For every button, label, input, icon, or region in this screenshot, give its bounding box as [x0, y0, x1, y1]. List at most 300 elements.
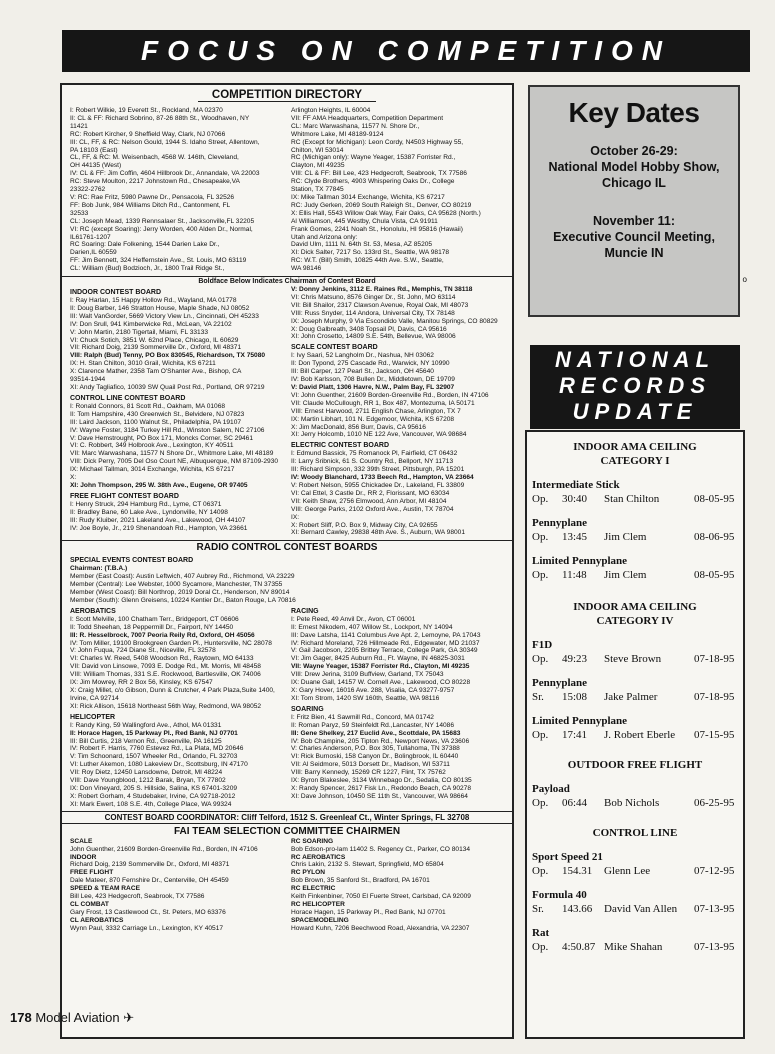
fai-category: SPEED & TEAM RACE [70, 885, 140, 893]
directory-entry: Clayton, MI 49235 [291, 162, 345, 170]
record-row [532, 530, 743, 544]
directory-entry: V: Donny Jenkins, 3112 E. Raines Rd., Memphis, TN 38118 [291, 286, 473, 294]
directory-entry: IX: H. Stan Chilton, 3010 Grail, Wichita, KS 67211 [70, 360, 216, 368]
record-date: 08-05-95 [694, 493, 735, 505]
directory-entry: VII: Keith Shaw, 2756 Elmwood, Ann Arbor, MI 48104 [291, 497, 447, 505]
directory-entry: II: Ernest Nikodem, 407 Willow St., Lockport, NY 14094 [291, 623, 453, 631]
electric-board-list [291, 450, 504, 537]
soaring-list [291, 714, 504, 801]
directory-entry: V: Dave Hemstrought, PO Box 171, Moncks Corner, SC 29461 [70, 434, 254, 442]
directory-entry: XI: Rick Allison, 15618 Northeast 56th Way, Redmond, WA 98052 [70, 702, 262, 710]
directory-entry: VIII: Dave Youngblood, 1212 Barak, Bryan, TX 77802 [70, 777, 226, 785]
directory-entry: RC Soaring: Dale Folkening, 1544 Darien Lake Dr., [70, 241, 220, 249]
banner-line: UPDATE [572, 399, 698, 424]
directory-entry: X: Jim MacDonald, 856 Burr, Davis, CA 95616 [291, 423, 426, 431]
directory-entry: I: Ronald Connors, 81 Scott Rd., Oakham, MA 01068 [70, 402, 226, 410]
record-holder: Glenn Lee [604, 865, 651, 877]
record-date: 07-12-95 [694, 865, 735, 877]
fai-chairman: Horace Hagen, 15 Parkway Pl., Red Bank, NJ 07701 [291, 908, 446, 916]
fai-category: RC ELECTRIC [291, 885, 336, 893]
directory-entry: Al Williamson, 445 Westby, Chula Vista, CA 91911 [291, 217, 438, 225]
directory-entry: XI: Tom Strom, 1420 SW 160th, Seattle, WA 98116 [291, 694, 440, 702]
record-entry [527, 638, 743, 666]
directory-entry: 32533 [70, 209, 89, 217]
directory-entry: VI: RC (except Soaring): Jerry Worden, 400 Alden Dr., Normal, [70, 225, 253, 233]
fai-chairman: Richard Doig, 2139 Sommerville Dr., Oxford, MI 48371 [70, 861, 230, 869]
directory-entry: VII: Marc Warwashana, 11577 N Shore Dr., Whitmore Lake, MI 48189 [70, 450, 274, 458]
directory-entry: X: Ellis Hall, 5543 Willow Oak Way, Fair Oaks, CA 95628 (North.) [291, 209, 481, 217]
directory-entry: IX: Joseph Murphy, 9 Via Escondido Valle, Manitou Springs, CO 80829 [291, 317, 498, 325]
fai-category: INDOOR [70, 853, 97, 861]
directory-mid-left [66, 286, 287, 537]
key-dates-title: Key Dates [568, 97, 700, 128]
record-date: 07-18-95 [694, 653, 735, 665]
directory-entry: II: Tom Hampshire, 430 Greenwich St., Belvidere, NJ 07823 [70, 410, 245, 418]
record-date: 07-15-95 [694, 729, 735, 741]
directory-entry: RC (Michigan only): Wayne Yeager, 15387 Forrister Rd., [291, 154, 456, 162]
directory-entry: VIII: Dick Perry, 7005 Del Oso Court NE, Albuquerque, NM 87109-2930 [70, 458, 279, 466]
directory-entry: X: Robert Sliff, P.O. Box 9, Midway City, CA 92655 [291, 521, 438, 529]
directory-entry: VI: Chuck Sotich, 3851 W. 62nd Place, Chicago, IL 60629 [70, 336, 239, 344]
directory-entry: VI: John Guenther, 21609 Borden-Greenville Rd., Borden, IN 47106 [291, 391, 489, 399]
directory-entry: VII: FF AMA Headquarters, Competition Department [291, 114, 444, 122]
directory-entry: XI: Dave Johnson, 10450 SE 11th St., Vancouver, WA 98664 [291, 792, 468, 800]
directory-entry: III: CL, FF, & RC: Nelson Gould, 1944 S. Idaho Street, Allentown, [70, 138, 260, 146]
directory-entry: XI: Dick Salter, 7217 So. 133rd St., Seattle, WA 98178 [291, 249, 450, 257]
record-entry [527, 554, 743, 582]
fai-chairman: Dale Mateer, 870 Fernshire Dr., Centerville, OH 45459 [70, 877, 229, 885]
directory-entry: V: John Fuqua, 724 Diane St., Niceville, FL 32578 [70, 647, 216, 655]
directory-entry: X: Randy Spencer, 2617 Fisk Ln., Redondo Beach, CA 90278 [291, 784, 471, 792]
directory-entry: II: Horace Hagen, 15 Parkway Pl., Red Bank, NJ 07701 [70, 729, 238, 737]
event-date: November 11: [593, 214, 675, 228]
record-entry [527, 782, 743, 810]
directory-entry: I: Edmund Bassick, 75 Romanock Pl, Fairfield, CT 06432 [291, 450, 458, 458]
record-date: 07-18-95 [694, 691, 735, 703]
record-row [532, 652, 743, 666]
directory-mid-right [287, 286, 508, 537]
fai-chairman: Howard Kuhn, 7206 Beechwood Road, Alexandria, VA 22307 [291, 924, 470, 932]
divider [60, 540, 514, 541]
directory-entry: XI: Bernard Cawley, 29838 48th Ave. S., Auburn, WA 98001 [291, 529, 465, 537]
directory-entry: VII: David von Linsowe, 7093 E. Dodge Rd., Mt. Morris, MI 48458 [70, 663, 261, 671]
fai-chairman: John Guenther, 21609 Borden-Greenville Rd., Borden, IN 47106 [70, 845, 258, 853]
record-class: Op. [532, 941, 549, 953]
record-class: Op. [532, 569, 549, 581]
directory-entry: VIII: Drew Jerina, 3109 Buffview, Garland, TX 75043 [291, 671, 444, 679]
directory-top-left [66, 107, 287, 273]
soaring-title: SOARING [291, 705, 324, 713]
directory-entry: II: Don Typond, 275 Cascade Rd., Warwick, NY 10990 [291, 360, 450, 368]
directory-entry: X: [70, 474, 77, 482]
directory-entry: IV: Woody Blanchard, 1733 Beech Rd., Hampton, VA 23664 [291, 474, 474, 482]
directory-entry: II: Todd Sheehan, 18 Peppermill Dr., Fairport, NY 14450 [70, 623, 234, 631]
racing-title: RACING [291, 607, 319, 615]
aerobatics-list [70, 616, 283, 711]
record-entry [527, 926, 743, 954]
banner-line: NATIONAL [554, 347, 716, 372]
directory-entry: IX: Byron Blakeslee, 3134 Winnebago Dr., Sedalia, CO 80135 [291, 777, 472, 785]
fai-chairman: Wynn Paul, 3332 Carriage Ln., Lexington, KY 40517 [70, 924, 224, 932]
record-entry [527, 888, 743, 916]
event-location: Muncie IN [604, 246, 664, 260]
record-category: Formula 40 [532, 889, 587, 901]
record-category: F1D [532, 639, 553, 651]
record-category: Payload [532, 783, 570, 795]
directory-entry: XI: Mark Ewert, 108 S.E. 4th, College Place, WA 99324 [70, 800, 232, 808]
directory-entry: IV: Bob Champine, 205 Tipton Rd., Newport News, VA 23606 [291, 737, 470, 745]
page-footer [10, 1010, 134, 1026]
directory-entry: XI: Andy Tagliafico, 10039 SW Quail Post Rd., Portland, OR 97219 [70, 384, 265, 391]
record-holder: David Van Allen [604, 903, 678, 915]
page-number: 178 [10, 1010, 32, 1025]
circle-icon: o [742, 275, 747, 284]
records-section-subtitle: CATEGORY IV [596, 615, 674, 627]
record-entry [527, 676, 743, 704]
directory-entry: X: Gary Hover, 16016 Ave. 288, Visalia, CA 93277-9757 [291, 687, 455, 694]
directory-entry: Member (West Coast): Bill Northrop, 2019 Doral Ct., Henderson, NV 89014 [70, 589, 290, 597]
competition-directory [60, 83, 514, 1039]
directory-entry: FF: Bob Junk, 984 Williams Ditch Rd., Cantonment, FL [70, 201, 231, 209]
record-class: Sr. [532, 903, 544, 915]
scale-board-title: SCALE CONTEST BOARD [291, 344, 378, 352]
directory-entry: CL: Marc Warwashana, 11577 N. Shore Dr., [291, 122, 420, 130]
directory-entry: I: Scott Melville, 100 Chatham Terr., Bridgeport, CT 06606 [70, 615, 239, 623]
rc-boards-title: RADIO CONTROL CONTEST BOARDS [196, 542, 378, 554]
directory-entry: Utah and Arizona only: [291, 233, 358, 241]
directory-entry: II: CL & FF: Richard Sobrino, 87-26 88th St., Woodhaven, NY [70, 114, 250, 122]
event-date: October 26-29: [590, 144, 678, 158]
directory-entry: X: Clarence Mather, 2358 Tam O'Shanter Ave., Bishop, CA [70, 368, 242, 376]
directory-entry: RC: Robert Kircher, 9 Sheffield Way, Clark, NJ 07066 [70, 130, 226, 138]
directory-entry: IX: [291, 513, 300, 521]
directory-entry: Arlington Heights, IL 60004 [291, 107, 371, 114]
directory-entry: VII: Al Seidmore, 5013 Dorsett Dr., Madison, WI 53711 [291, 761, 450, 769]
directory-entry: RC: Clyde Brothers, 4903 Whispering Oaks Dr., College [291, 178, 455, 186]
rc-right [287, 605, 508, 809]
record-holder: J. Robert Eberle [604, 729, 676, 741]
directory-entry: Member (Central): Lee Webster, 1000 Sycamore, Manchester, TN 37355 [70, 581, 283, 589]
directory-entry: 93514-1944 [70, 376, 106, 384]
control-line-board-list [70, 403, 283, 490]
directory-entry: III: Rudy Kluiber, 2021 Lakeland Ave., Lakewood, OH 44107 [70, 516, 246, 524]
directory-entry: III: Gene Shelkey, 217 Euclid Ave., Scottdale, PA 15683 [291, 729, 461, 737]
directory-entry: IX: Martin Libhart, 101 N. Edgemoor, Wichita, KS 67208 [291, 415, 455, 423]
directory-entry: I: Henry Struck, 294 Hamburg Rd., Lyme, CT 06371 [70, 500, 222, 508]
directory-entry: WA 98146 [291, 265, 322, 273]
banner-line: RECORDS [558, 373, 711, 398]
record-holder: Mike Shahan [604, 941, 663, 953]
fai-category: RC SOARING [291, 837, 334, 845]
record-time: 154.31 [562, 865, 593, 877]
directory-entry: IV: CL & FF: Jim Coffin, 4604 Hillbrook Dr., Annandale, VA 22003 [70, 170, 260, 178]
directory-entry: III: R. Hesselbrock, 7007 Peoria Reily Rd, Oxford, OH 45056 [70, 631, 255, 639]
fai-chairman: Bob Brown, 35 Sanford St., Bradford, PA 16701 [291, 877, 430, 885]
record-time: 30:40 [562, 493, 588, 505]
directory-entry: VI: Chris Matsuno, 8576 Ginger Dr., St. John, MO 63114 [291, 293, 456, 301]
directory-entry: VI: Jim Gager, 8425 Auburn Rd., Ft. Wayne, IN 46825-3031 [291, 655, 465, 663]
record-row [532, 796, 743, 810]
directory-entry: IV: Richard Moreland, 726 Hillmeade Rd., Edgewater, MD 21037 [291, 639, 480, 647]
directory-entry: David Ulm, 1111 N. 64th St. 53, Mesa, AZ 85205 [291, 241, 433, 249]
directory-entry: I: Ivy Saari, 52 Langholm Dr., Nashua, NH 03062 [291, 352, 434, 360]
fai-chairman: Bob Edson-pro-lam 11402 S. Regency Ct., Parker, CO 80134 [291, 845, 471, 853]
record-class: Op. [532, 797, 549, 809]
directory-entry: IV: Tom Miller, 19100 Brookgreen Garden Pl., Huntersville, NC 28078 [70, 639, 272, 647]
directory-entry: VIII: Ralph (Bud) Tenny, PO Box 830545, Richardson, TX 75080 [70, 352, 266, 360]
free-flight-board-title: FREE FLIGHT CONTEST BOARD [70, 492, 179, 500]
fai-chairman: Chris Lakin, 2132 S. Stewart, Springfield, MO 65804 [291, 861, 444, 869]
fai-category: RC HELICOPTER [291, 900, 345, 908]
racing-list [291, 616, 504, 703]
rc-left [66, 605, 287, 809]
directory-entry: III: Laird Jackson, 1100 Walnut St., Philadelphia, PA 19107 [70, 418, 242, 426]
record-class: Op. [532, 493, 549, 505]
record-holder: Jim Clem [604, 531, 647, 543]
directory-entry: VII: Roy Dietz, 12450 Lansdowne, Detroit, MI 48224 [70, 769, 223, 777]
directory-entry: VI: Rick Burnoski, 158 Canyon Dr., Bolingbrook, IL 60440 [291, 753, 459, 761]
record-entry [527, 478, 743, 506]
record-category: Rat [532, 927, 550, 939]
page-banner: FOCUS ON COMPETITION [62, 30, 750, 72]
record-entry [527, 714, 743, 742]
directory-entry: V: Tim Schoonard, 1507 Wheeler Rd., Orlando, FL 32703 [70, 753, 238, 761]
directory-entry: IV: Robert F. Harris, 7760 Estevez Rd., La Plata, MD 20646 [70, 745, 244, 753]
directory-entry: 11421 [70, 122, 88, 130]
directory-entry: XI: John Thompson, 295 W. 38th Ave., Eugene, OR 97405 [70, 481, 248, 489]
record-time: 15:08 [562, 691, 588, 703]
directory-entry: X: Craig Millet, c/o Gibson, Dunn & Crutcher, 4 Park Plaza,Suite 1400, [70, 687, 275, 694]
directory-entry: Frank Gomes, 2241 Noah St., Honolulu, HI 95816 (Hawaii) [291, 225, 463, 233]
national-records-banner [530, 345, 740, 429]
record-time: 11:48 [562, 569, 587, 581]
record-category: Pennyplane [532, 677, 588, 689]
directory-entry: III: Dave Latsha, 1141 Columbus Ave Apt. 2, Lemoyne, PA 17043 [291, 631, 481, 639]
directory-entry: I: Pete Reed, 49 Anvil Dr., Avon, CT 06001 [291, 615, 416, 623]
directory-entry: FF: Jim Bennett, 324 Heffernstein Ave., St. Louis, MO 63119 [70, 257, 247, 265]
record-holder: Jake Palmer [604, 691, 658, 703]
indoor-board-list [70, 297, 283, 392]
directory-entry: II: Doug Barber, 146 Stratton House, Maple Shade, NJ 08052 [70, 304, 250, 312]
record-category: Intermediate Stick [532, 479, 620, 491]
directory-entry: III: Bill Carper, 127 Pearl St., Jackson, OH 45640 [291, 368, 434, 376]
record-date: 07-13-95 [694, 903, 735, 915]
magazine-name: Model Aviation [35, 1010, 120, 1025]
fai-category: CL COMBAT [70, 900, 109, 908]
event-name: Executive Council Meeting, [553, 230, 715, 244]
directory-entry: I: Robert Wilkie, 19 Everett St., Rockland, MA 02370 [70, 107, 223, 114]
directory-entry: IX: Don Vineyard, 205 S. Hillside, Salina, KS 67401-3209 [70, 784, 238, 792]
record-class: Op. [532, 653, 549, 665]
directory-entry: V: David Platt, 1306 Havre, N.W., Palm Bay, FL 32907 [291, 384, 455, 391]
directory-entry: OH 44135 (West) [70, 162, 122, 170]
helicopter-title: HELICOPTER [70, 713, 116, 721]
records-section-subtitle: CATEGORY I [600, 455, 670, 467]
directory-entry: II: Bradley Bane, 60 Lake Ave., Lyndonville, NY 14098 [70, 508, 228, 516]
record-holder: Steve Brown [604, 653, 662, 665]
directory-entry: V: RC: Rae Fritz, 5980 Pawne Dr., Pensacola, FL 32526 [70, 193, 235, 201]
record-class: Op. [532, 865, 549, 877]
fai-category: RC AEROBATICS [291, 853, 346, 861]
directory-entry: RC (Except for Michigan): Leon Cordy, N4503 Highway 55, [291, 138, 464, 146]
directory-top-right [287, 107, 508, 273]
record-class: Op. [532, 729, 549, 741]
record-holder: Jim Clem [604, 569, 647, 581]
directory-entry: VII: Claude McCullough, RR 1, Box 487, Montezuma, IA 50171 [291, 399, 475, 407]
records-section-title: CONTROL LINE [592, 827, 678, 839]
record-date: 07-13-95 [694, 941, 735, 953]
directory-entry: IL61761-1207 [70, 233, 111, 241]
directory-entry: IV: Wayne Foster, 3184 Turkey Hill Rd., Winston Salem, NC 27106 [70, 426, 265, 434]
fai-left [66, 838, 287, 933]
helicopter-list [70, 722, 283, 809]
contest-board-coordinator: CONTEST BOARD COORDINATOR: Cliff Telford, 1512 S. Greenleaf Ct., Winter Springs, FL 32708 [62, 811, 512, 824]
directory-entry: IX: Michael Tallman, 3014 Exchange, Wichita, KS 67217 [70, 466, 235, 474]
directory-title: COMPETITION DIRECTORY [198, 89, 376, 102]
records-list [525, 430, 745, 1039]
directory-entry: XI: Jerry Holcomb, 1010 NE 122 Ave, Vancouver, WA 98684 [291, 431, 467, 439]
directory-entry: VIII: Ernest Harwood, 2711 English Chase, Arlington, TX 7 [291, 407, 461, 415]
directory-entry: IX: Mike Tallman 3014 Exchange, Wichita, KS 67217 [291, 193, 445, 201]
record-category: Pennyplane [532, 517, 588, 529]
fai-title: FAI TEAM SELECTION COMMITTEE CHAIRMEN [173, 825, 401, 837]
records-section-title: INDOOR AMA CEILING [573, 441, 697, 453]
directory-entry: CL: William (Bud) Bodzioch, Jr., 1800 Trail Ridge St., [70, 265, 225, 273]
divider [60, 276, 514, 277]
directory-entry: VI: Cal Ettel, 3 Castle Dr., RR 2, Florissant, MO 63034 [291, 489, 450, 497]
directory-entry: VII: Wayne Yeager, 15387 Forrister Rd., Clayton, MI 49235 [291, 663, 470, 671]
record-row [532, 940, 743, 954]
record-date: 08-05-95 [694, 569, 735, 581]
directory-entry: RC: Judy Gerken, 2069 South Raleigh St., Denver, CO 80219 [291, 201, 472, 209]
record-class: Sr. [532, 691, 544, 703]
electric-board-title: ELECTRIC CONTEST BOARD [291, 442, 389, 450]
directory-entry: VIII: CL & FF: Bill Lee, 423 Hedgecroft, Seabrook, TX 77586 [291, 170, 467, 178]
directory-entry: Member (East Coast): Austin Leftwich, 407 Aubrey Rd., Richmond, VA 23229 [70, 573, 295, 581]
directory-entry: II: Larry Sribnick, 61 S. Country Rd., Bellport, NY 11713 [291, 458, 454, 466]
record-holder: Stan Chilton [604, 493, 660, 505]
directory-entry: CL: Joseph Mead, 1339 Rennsalaer St., Jacksonville,FL 32205 [70, 217, 255, 225]
directory-entry: PA 18103 (East) [70, 146, 118, 154]
fai-category: RC PYLON [291, 869, 326, 877]
record-time: 143.66 [562, 903, 593, 915]
record-category: Sport Speed 21 [532, 851, 603, 863]
event-location: Chicago IL [602, 176, 666, 190]
record-row [532, 690, 743, 704]
boldface-note: Boldface Below Indicates Chairman of Contest Board [198, 278, 376, 286]
directory-entry: Darien,IL 60559 [70, 249, 117, 257]
directory-entry: Irvine, CA 92714 [70, 694, 119, 702]
record-row [532, 864, 743, 878]
record-category: Limited Pennyplane [532, 555, 628, 567]
directory-entry: IX: Duane Gall, 14157 W. Cornell Ave., Lakewood, CO 80228 [291, 679, 471, 687]
fai-chairman: Bill Lee, 423 Hedgecroft, Seabrook, TX 77586 [70, 893, 205, 901]
fai-chairman: Gary Frost, 13 Castlewood Ct., St. Peters, MO 63376 [70, 908, 226, 916]
directory-entry: VIII: William Thomas, 331 S.E. Rockwood, Bartlesville, OK 74006 [70, 671, 261, 679]
records-section-title: OUTDOOR FREE FLIGHT [567, 759, 703, 771]
record-entry [527, 850, 743, 878]
directory-entry: VII: Bill Shailor, 2317 Clawson Avenue, Royal Oak, MI 48073 [291, 301, 469, 309]
special-events-title: SPECIAL EVENTS CONTEST BOARD [70, 557, 194, 565]
directory-entry: I: Ray Harlan, 15 Happy Hollow Rd., Wayland, MA 01778 [70, 297, 237, 305]
record-row [532, 902, 743, 916]
fai-category: SPACEMODELING [291, 916, 349, 924]
directory-entry: X: Robert Gorham, 4 Studebaker, Irvine, CA 92718-2012 [70, 792, 236, 800]
key-dates-box [528, 85, 747, 317]
record-holder: Bob Nichols [604, 797, 660, 809]
directory-entry: III: Bill Curtis, 218 Vernon Rd., Greenville, PA 16125 [70, 737, 222, 745]
record-row [532, 492, 743, 506]
record-time: 06:44 [562, 797, 588, 809]
directory-entry: VIII: Russ Snyder, 114 Andora, Universal City, TX 78148 [291, 309, 455, 317]
directory-entry: V: Gail Jacobson, 2205 Brittey Terrace, College Park, GA 30349 [291, 647, 478, 655]
fai-chairman: Keith Finkenbiner, 7050 El Fuerte Street, Carlsbad, CA 92009 [291, 893, 471, 901]
record-time: 49:23 [562, 653, 588, 665]
airplane-icon: ✈ [123, 1010, 135, 1025]
directory-entry: IX: Jim Mowrey, RR 2 Box 56, Kinsley, KS 67547 [70, 679, 213, 687]
fai-right [287, 838, 508, 933]
record-date: 08-06-95 [694, 531, 735, 543]
record-time: 13:45 [562, 531, 588, 543]
directory-entry: 23322-2762 [70, 186, 106, 194]
fai-category: SCALE [70, 837, 93, 845]
directory-entry: Chairman: (T.B.A.) [70, 565, 128, 573]
directory-entry: Member (South): Glenn Greisens, 10224 Kentier Dr., Baton Rouge, LA 70816 [70, 596, 296, 604]
directory-entry: I: Randy King, 59 Wallingford Ave., Athol, MA 01331 [70, 721, 222, 729]
directory-entry: VII: Richard Doig, 2139 Sommerville Dr., Oxford, MI 48371 [70, 344, 242, 352]
directory-entry: I: Fritz Bien, 41 Sawmill Rd., Concord, MA 01742 [291, 713, 434, 721]
directory-entry: VI: C. Robbert, 349 Holbrook Ave., Lexington, KY 40511 [70, 442, 234, 450]
directory-entry: Whitmore Lake, MI 48189-9124 [291, 130, 384, 138]
directory-entry: IV: Don Srull, 941 Kimberwicke Rd., McLean, VA 22102 [70, 320, 232, 328]
record-time: 4:50.87 [562, 941, 596, 953]
record-category: Limited Pennyplane [532, 715, 628, 727]
directory-entry: Chilton, WI 53014 [291, 146, 344, 154]
directory-entry: V: Charles Anderson, P.O. Box 305, Tullahoma, TN 37388 [291, 745, 460, 753]
directory-entry: V: Robert Nelson, 5955 Chickadee Dr., Lakeland, FL 33809 [291, 481, 465, 489]
record-row [532, 568, 743, 582]
records-section-title: INDOOR AMA CEILING [573, 601, 697, 613]
directory-entry: Station, TX 77845 [291, 186, 344, 194]
directory-entry: RC: Steve Moulton, 2217 Johnstown Rd., Chesapeake,VA [70, 178, 240, 186]
aerobatics-title: AEROBATICS [70, 607, 116, 615]
record-row [532, 728, 743, 742]
record-time: 17:41 [562, 729, 588, 741]
directory-entry: CL, FF, & RC: M. Weisenbach, 4568 W. 146th, Cleveland, [70, 154, 239, 162]
fai-category: FREE FLIGHT [70, 869, 114, 877]
scale-board-list [291, 352, 504, 439]
directory-entry: IV: Bob Karlsson, 708 Bullen Dr., Middletown, DE 19709 [291, 376, 455, 384]
event-name: National Model Hobby Show, [548, 160, 720, 174]
directory-entry: X: Doug Galbreath, 3408 Topsail Pl, Davis, CA 95616 [291, 325, 447, 333]
directory-entry: III: Richard Simpson, 332 39th Street, Pittsburgh, PA 15201 [291, 466, 465, 474]
directory-entry: V: John Martin, 2180 Tigertail, Miami, FL 33133 [70, 328, 209, 336]
directory-entry: XI: John Crosetto, 14809 S.E. 54th, Bellevue, WA 98006 [291, 333, 456, 341]
record-class: Op. [532, 531, 549, 543]
directory-entry: VIII: Barry Kennedy, 15269 CR 1227, Flint, TX 75762 [291, 769, 446, 777]
directory-entry: VIII: George Parks, 2102 Oxford Ave., Austin, TX 78704 [291, 505, 454, 513]
indoor-board-title: INDOOR CONTEST BOARD [70, 289, 161, 297]
directory-entry: IV: Joe Boyle, Jr., 219 Shenandoah Rd., Hampton, VA 23661 [70, 524, 248, 532]
directory-entry: II: Roman Paryz, 59 Steinfeldt Rd.,Lancaster, NY 14086 [291, 721, 454, 729]
directory-entry: III: Walt VanGorder, 5669 Victory View Ln., Cincinnati, OH 45233 [70, 312, 259, 320]
directory-entry: RC: W.T. (Bill) Smith, 10825 44th Ave. S.W., Seattle, [291, 257, 444, 265]
fai-category: CL AEROBATICS [70, 916, 124, 924]
special-events-list [70, 565, 504, 605]
record-date: 06-25-95 [694, 797, 735, 809]
free-flight-board-list-cont [291, 286, 504, 341]
control-line-board-title: CONTROL LINE CONTEST BOARD [70, 394, 186, 402]
